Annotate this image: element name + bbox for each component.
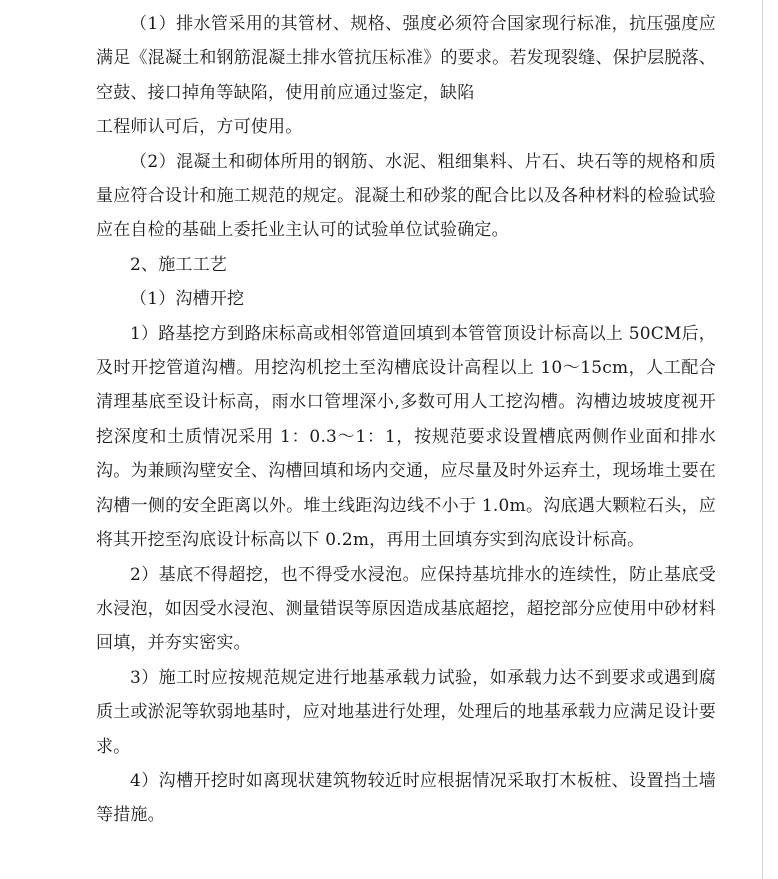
paragraph-pipe-materials-continued: 工程师认可后，方可使用。 — [96, 117, 303, 138]
paragraph-excavation-item-3: 3）施工时应按规范规定进行地基承载力试验，如承载力达不到要求或遇到腐质土或淤泥等软弱地基时，应对地基进行处理，处理后的地基承载力应满足设计要求。 — [96, 667, 716, 757]
paragraph-excavation-item-4: 4）沟槽开挖时如离现状建筑物较近时应根据情况采取打木板桩、设置挡土墙等措施。 — [96, 770, 716, 826]
subsection-heading-trench-excavation: （1）沟槽开挖 — [130, 289, 245, 310]
paragraph-excavation-item-1: 1）路基挖方到路床标高或相邻管道回填到本管管顶设计标高以上 50CM后，及时开挖管道沟槽。用挖沟机挖土至沟槽底设计高程以上 10～15cm，人工配合清理基底至设计标高，雨水口管埋深小,多数可用人工挖沟槽。沟槽边坡坡度视开挖深度和土质情况采用 1：0.3～1：1，按规范要求设置槽底两侧作业面和排水沟。为兼顾沟壁安全、沟槽回填和场内交通，应尽量及时外运弃土，现场堆土要在沟槽一侧的安全距离以外。堆土线距沟边线不小于 1.0m。沟底遇大颗粒石头，应将其开挖至沟底设计标高以下 0.2m，再用土回填夯实到沟底设计标高。 — [96, 323, 716, 551]
document-body — [96, 7, 716, 833]
page-margin-guide — [762, 0, 763, 879]
paragraph-concrete-materials: （2）混凝土和砌体所用的钢筋、水泥、粗细集料、片石、块石等的规格和质量应符合设计和施工规范的规定。混凝土和砂浆的配合比以及各种材料的检验试验应在自检的基础上委托业主认可的试验单位试验确定。 — [96, 151, 716, 241]
section-heading-construction-process: 2、施工工艺 — [130, 254, 228, 275]
paragraph-excavation-item-2: 2）基底不得超挖，也不得受水浸泡。应保持基坑排水的连续性，防止基底受水浸泡，如因受水浸泡、测量错误等原因造成基底超挖，超挖部分应使用中砂材料回填，并夯实密实。 — [96, 564, 716, 654]
paragraph-pipe-materials: （1）排水管采用的其管材、规格、强度必须符合国家现行标准，抗压强度应满足《混凝土和钢筋混凝土排水管抗压标准》的要求。若发现裂缝、保护层脱落、空鼓、接口掉角等缺陷，使用前应通过鉴定，缺陷 — [96, 14, 716, 103]
